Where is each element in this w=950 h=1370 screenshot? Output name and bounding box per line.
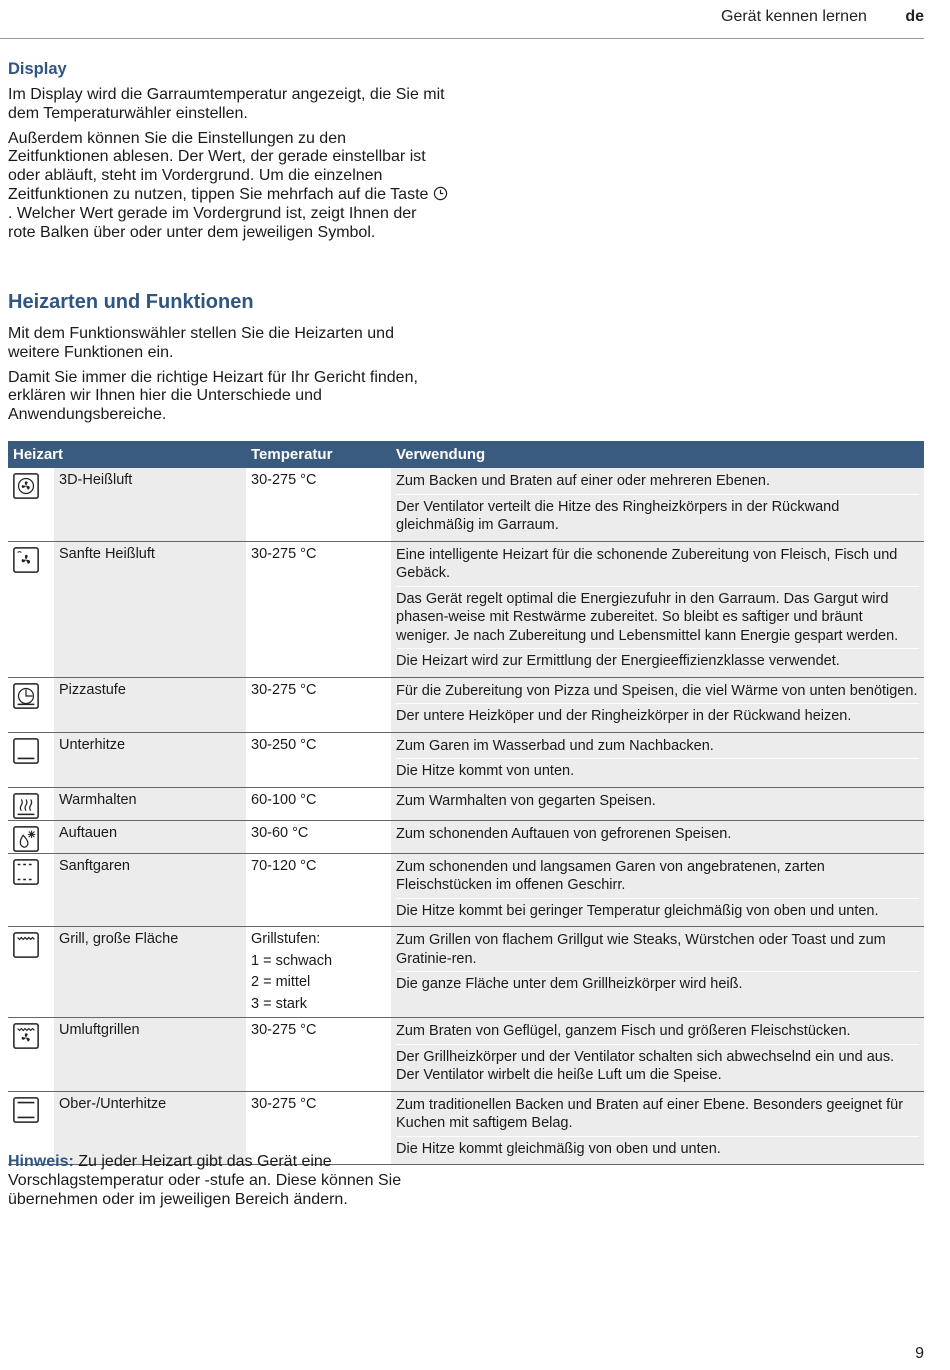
temperature-line: 30-275 °C xyxy=(251,681,317,698)
slow-cook-icon xyxy=(12,858,40,886)
heating-mode-icon-cell xyxy=(8,468,54,542)
usage-line: Die Hitze kommt gleichmäßig von oben und unten. xyxy=(396,1136,919,1161)
usage-line: Die ganze Fläche unter dem Grillheizkörper wird heiß. xyxy=(396,971,919,996)
heating-mode-temperature xyxy=(246,1018,391,1092)
display-section xyxy=(8,60,448,242)
usage-line: Die Hitze kommt von unten. xyxy=(396,758,919,783)
table-row xyxy=(8,927,924,1018)
heating-mode-temperature xyxy=(246,732,391,787)
heating-mode-usage xyxy=(391,1091,924,1165)
note-paragraph xyxy=(8,1153,448,1209)
page-number: 9 xyxy=(915,1345,924,1362)
usage-line: Zum traditionellen Backen und Braten auf einer Ebene. Besonders geeignet für Kuchen mit saftigem Belag. xyxy=(396,1096,904,1131)
temperature-line: 60-100 °C xyxy=(251,791,317,808)
usage-line: Die Heizart wird zur Ermittlung der Energieeffizienzklasse verwendet. xyxy=(396,648,919,673)
display-paragraph-1: Im Display wird die Garraumtemperatur angezeigt, die Sie mit dem Temperaturwähler einstellen. xyxy=(8,86,445,122)
table-row xyxy=(8,468,924,542)
header-heizart: Heizart xyxy=(8,441,246,468)
heating-mode-name: Sanfte Heißluft xyxy=(54,541,246,677)
heating-mode-icon-cell xyxy=(8,787,54,820)
note-label: Hinweis: xyxy=(8,1153,74,1170)
heating-mode-name: Unterhitze xyxy=(54,732,246,787)
heating-mode-name: 3D-Heißluft xyxy=(54,468,246,542)
bottom-heat-icon xyxy=(12,737,40,765)
usage-line: Zum Warmhalten von gegarten Speisen. xyxy=(396,792,656,809)
heating-mode-icon-cell xyxy=(8,927,54,1018)
heating-mode-temperature xyxy=(246,927,391,1018)
usage-line: Zum Garen im Wasserbad und zum Nachbacken. xyxy=(396,737,714,754)
header-temperatur: Temperatur xyxy=(246,441,391,468)
temperature-line: 30-275 °C xyxy=(251,472,317,488)
heating-mode-usage xyxy=(391,927,924,1018)
full-grill-icon xyxy=(12,931,40,959)
table-header-row xyxy=(8,441,924,468)
usage-line: Der untere Heizköper und der Ringheizkörper in der Rückwand heizen. xyxy=(396,703,919,728)
heating-mode-name: Ober-/Unterhitze xyxy=(54,1091,246,1165)
heating-mode-usage xyxy=(391,541,924,677)
table-row xyxy=(8,853,924,927)
table-row xyxy=(8,677,924,732)
usage-line: Zum Backen und Braten auf einer oder mehreren Ebenen. xyxy=(396,473,771,489)
heating-modes-table xyxy=(8,441,924,1165)
table-row xyxy=(8,1018,924,1092)
heating-mode-usage xyxy=(391,820,924,853)
header-rule xyxy=(0,38,924,39)
usage-line: Eine intelligente Heizart für die schonende Zubereitung von Fleisch, Fisch und Gebäck. xyxy=(396,546,898,581)
usage-line: Der Ventilator verteilt die Hitze des Ringheizkörpers in der Rückwand gleichmäßig im Garraum. xyxy=(396,494,919,537)
heating-mode-name: Umluftgrillen xyxy=(54,1018,246,1092)
usage-line: Die Hitze kommt bei geringer Temperatur gleichmäßig von oben und unten. xyxy=(396,898,919,923)
header-verwendung: Verwendung xyxy=(391,441,924,468)
keep-warm-icon xyxy=(12,792,40,820)
circulated-air-grill-icon xyxy=(12,1022,40,1050)
display-paragraph-2 xyxy=(8,130,448,243)
temperature-line: 30-60 °C xyxy=(251,824,309,841)
heating-mode-icon-cell xyxy=(8,1018,54,1092)
pizza-setting-icon xyxy=(12,682,40,710)
table-row xyxy=(8,820,924,853)
heating-mode-temperature xyxy=(246,541,391,677)
heating-mode-temperature xyxy=(246,853,391,927)
temperature-line: 3 = stark xyxy=(251,995,308,1012)
usage-line: Zum Braten von Geflügel, ganzem Fisch und größeren Fleischstücken. xyxy=(396,1023,851,1039)
running-header xyxy=(721,8,924,26)
heating-mode-temperature xyxy=(246,677,391,732)
clock-icon xyxy=(433,186,448,201)
heizarten-heading: Heizarten und Funktionen xyxy=(8,291,254,313)
heizarten-section xyxy=(8,291,448,425)
heating-mode-temperature xyxy=(246,820,391,853)
usage-line: Zum schonenden Auftauen von gefrorenen Speisen. xyxy=(396,825,732,842)
heating-mode-name: Auftauen xyxy=(54,820,246,853)
temperature-line: 30-275 °C xyxy=(251,1022,317,1038)
heating-mode-name: Pizzastufe xyxy=(54,677,246,732)
table-row xyxy=(8,541,924,677)
temperature-line: Grillstufen: xyxy=(251,931,321,947)
temperature-line: 30-275 °C xyxy=(251,1095,317,1112)
heating-mode-usage xyxy=(391,468,924,542)
temperature-line: 30-250 °C xyxy=(251,736,317,753)
usage-line: Zum schonenden und langsamen Garen von angebratenen, zarten Fleischstücken im offenen Geschirr. xyxy=(396,858,825,893)
heating-mode-icon-cell xyxy=(8,853,54,927)
heizarten-paragraph-1: Mit dem Funktionswähler stellen Sie die Heizarten und weitere Funktionen ein. xyxy=(8,325,394,361)
usage-line: Das Gerät regelt optimal die Energiezufuhr in den Garraum. Das Gargut wird phasen-weise mit Restwärme zubereitet. So bleibt es saftiger und bräunt weniger. Je nach Zubereitung und Lebensmittel kann Energie gespart werden. xyxy=(396,586,919,648)
heating-mode-usage xyxy=(391,732,924,787)
usage-line: Zum Grillen von flachem Grillgut wie Steaks, Würstchen oder Toast und zum Gratinie-ren. xyxy=(396,932,886,967)
language-code: de xyxy=(905,8,924,25)
heating-mode-usage xyxy=(391,677,924,732)
heating-mode-usage xyxy=(391,1018,924,1092)
temperature-line: 1 = schwach xyxy=(251,952,333,969)
temperature-line: 30-275 °C xyxy=(251,545,317,562)
display-paragraph-2b: . Welcher Wert gerade im Vordergrund ist, zeigt Ihnen der rote Balken über oder unter dem jeweiligen Symbol. xyxy=(8,204,417,241)
heating-mode-temperature xyxy=(246,468,391,542)
heating-mode-usage xyxy=(391,853,924,927)
heating-mode-name: Warmhalten xyxy=(54,787,246,820)
display-heading: Display xyxy=(8,60,67,78)
table-row xyxy=(8,787,924,820)
heating-mode-name: Grill, große Fläche xyxy=(54,927,246,1018)
defrost-icon xyxy=(12,825,40,853)
heating-mode-temperature xyxy=(246,787,391,820)
heizarten-paragraph-2: Damit Sie immer die richtige Heizart für Ihr Gericht finden, erklären wir Ihnen hier die Unterschiede und Anwendungsbereiche. xyxy=(8,368,418,424)
heating-mode-icon-cell xyxy=(8,677,54,732)
note-text: Zu jeder Heizart gibt das Gerät eine Vorschlagstemperatur oder -stufe an. Diese können Sie übernehmen oder im jeweiligen Bereich ändern. xyxy=(8,1153,402,1208)
display-paragraph-2a: Außerdem können Sie die Einstellungen zu den Zeitfunktionen ablesen. Der Wert, der gerade einstellbar ist oder abläuft, steht im Vordergrund. Um die einzelnen Zeitfunktionen zu nutzen, tippen Sie mehrfach auf die Taste xyxy=(8,129,429,203)
usage-line: Der Grillheizkörper und der Ventilator schalten sich abwechselnd ein und aus. Der Ventilator wirbelt die heiße Luft um die Speise. xyxy=(396,1044,919,1087)
section-title: Gerät kennen lernen xyxy=(721,8,867,25)
3d-hot-air-icon xyxy=(12,472,40,500)
top-bottom-heat-icon xyxy=(12,1096,40,1124)
heating-mode-usage xyxy=(391,787,924,820)
heating-mode-name: Sanftgaren xyxy=(54,853,246,927)
usage-line: Für die Zubereitung von Pizza und Speisen, die viel Wärme von unten benötigen. xyxy=(396,682,918,699)
heating-mode-icon-cell xyxy=(8,732,54,787)
heating-mode-icon-cell xyxy=(8,820,54,853)
table-row xyxy=(8,732,924,787)
temperature-line: 2 = mittel xyxy=(251,974,311,990)
heating-mode-icon-cell xyxy=(8,541,54,677)
temperature-line: 70-120 °C xyxy=(251,857,317,874)
gentle-hot-air-icon xyxy=(12,546,40,574)
